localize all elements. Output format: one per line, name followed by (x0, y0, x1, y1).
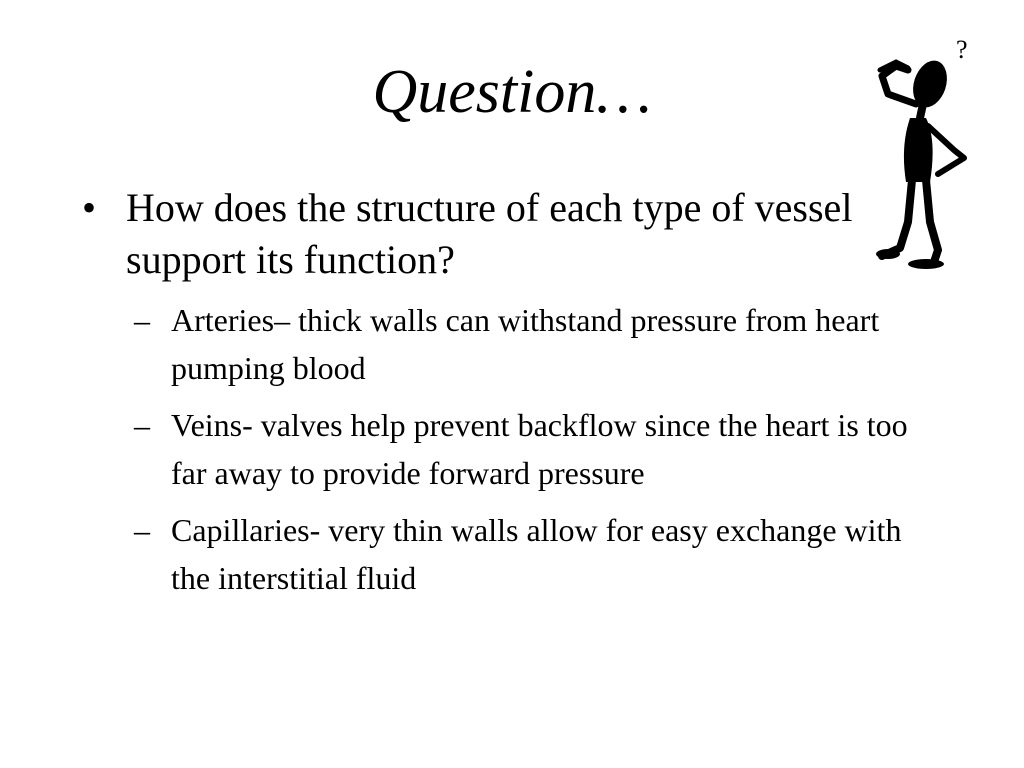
sub-bullet-text: Capillaries- very thin walls allow for easy exchange with the interstitial fluid (171, 512, 902, 596)
slide-title: Question… (372, 58, 652, 126)
sub-bullet-text: Veins- valves help prevent backflow since the heart is too far away to provide forward pressure (171, 407, 908, 491)
slide-body (82, 182, 922, 611)
sub-bullet-capillaries (134, 506, 922, 602)
dash-marker: – (134, 407, 150, 443)
question-mark-glyph: ? (956, 35, 968, 64)
sub-bullet-arteries (134, 296, 922, 392)
thinking-person-icon (868, 26, 978, 274)
sub-bullet-list (82, 296, 922, 602)
bullet-text: How does the structure of each type of vessel support its function? (126, 185, 853, 282)
bullet-marker: • (82, 185, 97, 230)
sub-bullet-veins (134, 401, 922, 497)
dash-marker: – (134, 302, 150, 338)
dash-marker: – (134, 512, 150, 548)
bullet-item (82, 182, 922, 286)
sub-bullet-text: Arteries– thick walls can withstand pressure from heart pumping blood (171, 302, 880, 386)
